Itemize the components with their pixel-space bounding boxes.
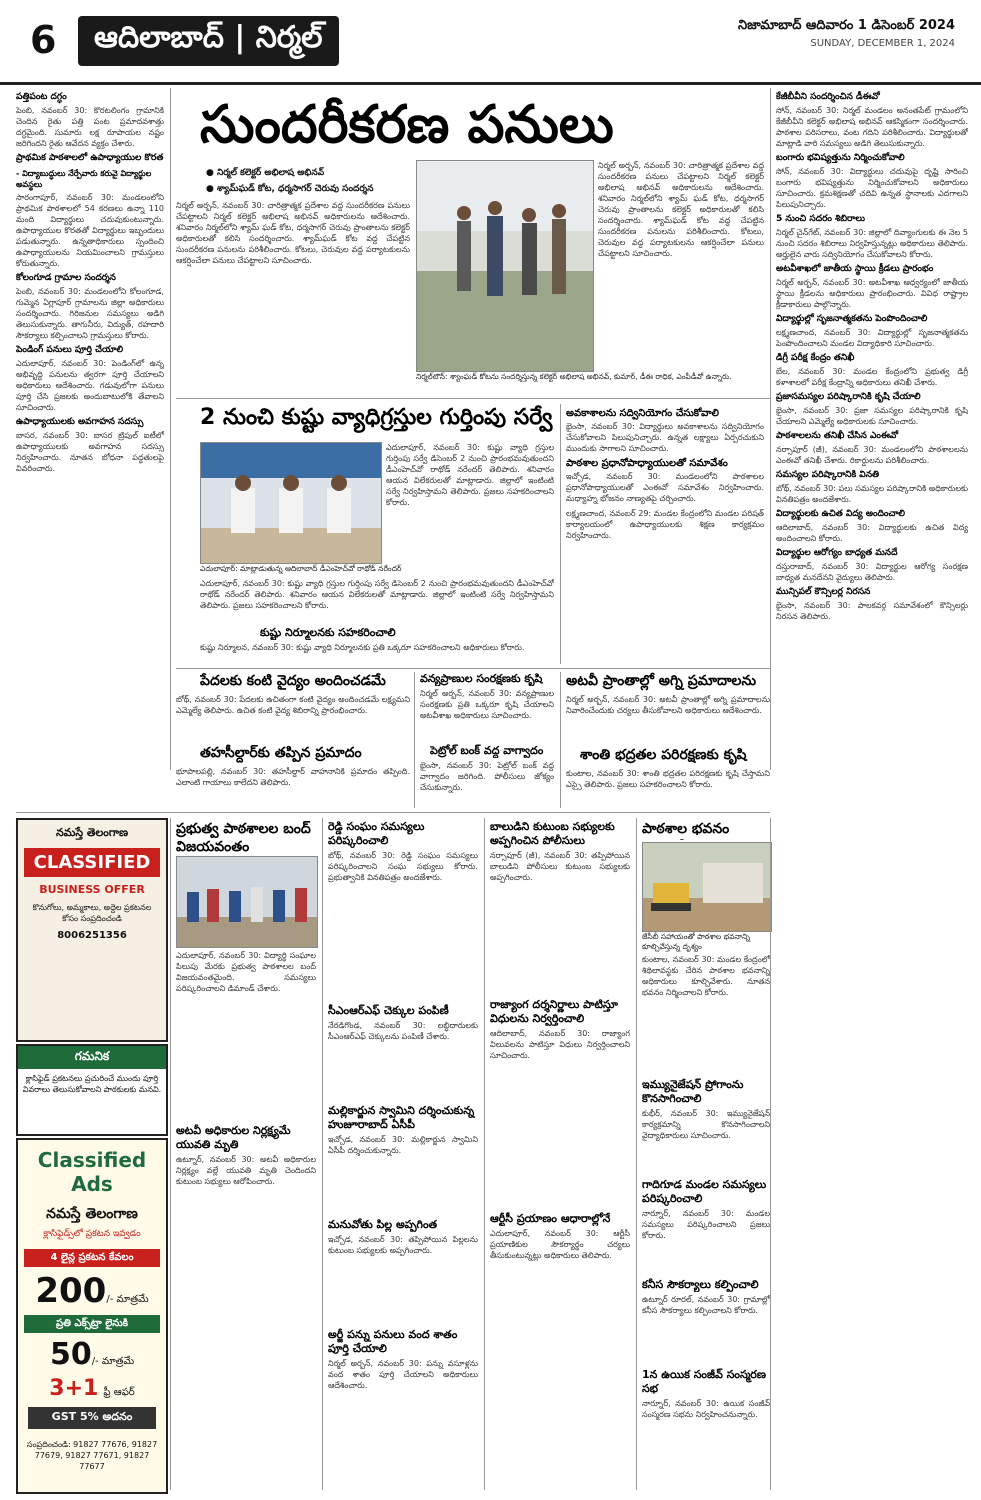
article-body: బాసర, నవంబర్ 30: బాసర ట్రిపుల్ ఐటీలో ఉపాధ్యాయులకు అవగాహన సదస్సు నిర్వహించారు. నూతన బోధనా పద్ధతులపై వివరించారు. (16, 431, 164, 473)
promo-brand: నమస్తే తెలంగాణ (46, 1206, 138, 1222)
article-body: నిర్మల్ చైన్‌గేట్, నవంబర్ 30: జిల్లాలో దివ్యాంగులకు ఈ నెల 5 నుంచి సదరం శిబిరాలు నిర్వహిస్తున్నట్లు అధికారులు తెలిపారు. అర్హులైన వారు సద్వినియోగం చేసుకోవాలని కోరారు. (776, 228, 968, 259)
article-body-block (566, 768, 770, 806)
article-kicker: కోలంగూడ గ్రామాల సందర్శన (16, 273, 116, 283)
second-article-photo (200, 442, 382, 564)
article-body: ఎదులాపూర్, నవంబర్ 30: విద్యార్థి సంఘాల పిలుపు మేరకు ప్రభుత్వ పాఠశాలల బంద్ విజయవంతమైంది. సమస్యలు పరిష్కరించాలని డిమాండ్ చేశారు. (176, 951, 316, 993)
article-kicker: పత్తిపంట దగ్ధం (16, 92, 67, 102)
article-body: భైంసా, నవంబర్ 30: విద్యార్థులు అవకాశాలను సద్వినియోగం చేసుకోవాలని పిలుపునిచ్చారు. ఉన్నత లక్ష్యాలు ఏర్పరచుకుని ముందుకు సాగాలని సూచించారు. (566, 422, 764, 453)
article-kicker: 5 నుంచి సదరం శిబిరాలు (776, 214, 865, 224)
article-kicker: పెండింగ్ పనులు పూర్తి చేయాలి (16, 345, 124, 355)
article-body: ఇచ్చోడ, నవంబర్ 30: మండలంలోని పాఠశాలల ప్రధానోపాధ్యాయులతో ఎంఈవో సమావేశం నిర్వహించారు. మధ్యాహ్న భోజనం నాణ్యతపై చర్చించారు. (566, 472, 764, 503)
headline-bullet: ● శ్యామ్‌ఘడ్ కోట, ధర్మసాగర్ చెరువు సందర్శన (206, 184, 374, 194)
article-body: ఎదులాపూర్, నవంబర్ 30: కుష్టు వ్యాధి గ్రస్తుల గుర్తింపు సర్వే డిసెంబర్ 2 నుంచి ప్రారంభమవుతుందని డీఎంహెచ్‌వో రాథోడ్ నరేందర్ తెలిపారు. శనివారం ఆయన విలేకరులతో మాట్లాడారు. జిల్లాలో ఇంటింటి సర్వే నిర్వహిస్తామని తెలిపారు. ప్రజలు సహకరించాలని కోరారు. (200, 579, 554, 610)
right-column (776, 88, 968, 1488)
article-body-block (328, 1134, 478, 1214)
article-headline: పాఠశాల భవనం (642, 821, 730, 837)
notice-title: గమనిక (18, 1046, 166, 1069)
article-body: నర్సాపూర్ (జీ), నవంబర్ 30: మండలంలోని పాఠశాలలను ఎంఈవో తనిఖీ చేశారు. రికార్డులను పరిశీలించారు. (776, 445, 968, 465)
article-body-block (328, 1358, 478, 1488)
article-body-block (490, 850, 630, 994)
article-body: పెంబి, నవంబర్ 30: కొరటలింగం గ్రామానికి చెందిన రైతు పత్తి పంట ప్రమాదవశాత్తు దగ్ధమైంది. సుమారు లక్ష రూపాయల నష్టం జరిగిందని రైతు ఆవేదన వ్యక్తం చేశారు. (16, 106, 164, 148)
classified-ad-banner (16, 818, 168, 1042)
article-body: కుంటాల, నవంబర్ 30: మండల కేంద్రంలో శిథిలావస్థకు చేరిన పాఠశాల భవనాన్ని అధికారులు కూల్చివేశారు. నూతన భవనం నిర్మించాలని కోరారు. (642, 955, 770, 997)
article-body: ఉట్నూర్, నవంబర్ 30: అటవీ అధికారుల నిర్లక్ష్యం వల్లే యువతి మృతి చెందిందని కుటుంబ సభ్యులు ఆరోపించారు. (176, 1155, 316, 1186)
article-body: ఎదులాపూర్, నవంబర్ 30: ఆర్టీసీ ప్రయాణికుల సౌకర్యార్థం చర్యలు తీసుకుంటున్నట్లు అధికారులు తెలిపారు. (490, 1229, 630, 1260)
article-body-block (176, 950, 316, 1120)
article-headline: తహసీల్దార్‌కు తప్పిన ప్రమాదం (200, 745, 362, 761)
article-body-block (642, 1398, 770, 1488)
second-article-continued (200, 578, 554, 622)
notice-text: క్లాసిఫైడ్ ప్రకటనలు ప్రచురించే ముందు పూర్తి వివరాలు తెలుసుకోవాలని పాఠకులకు మనవి. (22, 1074, 162, 1094)
promo-title: Classified Ads (37, 1148, 147, 1196)
article-headline: వన్యప్రాణుల సంరక్షణకు కృషి (420, 672, 543, 685)
article-body: బోథ్, నవంబర్ 30: పేదలకు ఉచితంగా కంటి వైద్యం అందించడమే లక్ష్యమని ఎమ్మెల్యే తెలిపారు. ఉచిత కంటి వైద్య శిబిరాన్ని ప్రారంభించారు. (176, 695, 410, 715)
article-body: సోన్, నవంబర్ 30: నిర్మల్ మండలం అనంతపేట్ గ్రామంలోని కేజీబీవీని కలెక్టర్ అభిలాష అభినవ్ ఆకస్మికంగా సందర్శించారు. పాఠశాల పరిసరాలు, వంట గదిని పరిశీలించారు. విద్యార్థులతో మాట్లాడి వారి సమస్యలు అడిగి తెలుసుకున్నారు. (776, 106, 968, 148)
article-body-block (328, 1234, 478, 1324)
article-body-block (642, 1208, 770, 1274)
header-date-telugu: నిజామాబాద్ ఆదివారం 1 డిసెంబర్ 2024 (738, 18, 955, 33)
article-body: ఆదిలాబాద్, నవంబర్ 30: రాజ్యాంగ విలువలను పాటిస్తూ విధులు నిర్వర్తించాలని సూచించారు. (490, 1029, 630, 1060)
article-kicker: విద్యార్థుల్లో సృజనాత్మకతను పెంపొందించాలి (776, 314, 928, 324)
article-body-block (420, 760, 554, 806)
demolition-photo-caption: జేసీబీ సహాయంతో పాఠశాల భవనాన్ని కూల్చివేస్తున్న దృశ్యం (642, 932, 750, 951)
left-column (16, 88, 164, 770)
article-body-block (176, 694, 410, 742)
school-bandh-photo (176, 856, 318, 948)
article-kicker: విద్యార్థుల ఆరోగ్యం బాధ్యత మనదే (776, 548, 898, 558)
sub-article-body (200, 642, 554, 662)
article-headline: శాంతి భద్రతల పరిరక్షణకు కృషి (580, 747, 747, 763)
article-headline: ప్రభుత్వ పాఠశాలల బంద్ విజయవంతం (176, 821, 311, 854)
page-header (0, 0, 981, 85)
sub-headline: కుష్టు నిర్మూలనకు సహకరించాలి (260, 626, 396, 639)
article-headline: అటవీ ప్రాంతాల్లో అగ్ని ప్రమాదాలను (566, 673, 757, 689)
article-headline: మల్లికార్జున స్వామిని దర్శించుకున్న హుజూరాబాద్ ఏసీపీ (328, 1104, 475, 1131)
article-headline: అర్జీ పన్ను పనులు వంద శాతం పూర్తి చేయాలి (328, 1328, 458, 1355)
ad-text: కొనుగోలు, అమ్మకాలు, అద్దెల ప్రకటనల కోసం సంప్రదించండి (32, 903, 152, 923)
article-body: బోథ్, నవంబర్ 30: పలు సమస్యల పరిష్కారానికి అధికారులకు వినతిపత్రం అందజేశారు. (776, 484, 968, 504)
article-headline: పెట్రోల్ బంక్ వద్ద వాగ్వాదం (430, 744, 544, 757)
promo-contact: సంప్రదించండి: 91827 77676, 91827 77679, 91827 77671, 91827 77677 (26, 1440, 158, 1471)
classified-ads-promo (16, 1138, 168, 1494)
article-body: కుంటాల, నవంబర్ 30: శాంతి భద్రతల పరిరక్షణకు కృషి చేస్తామని ఎస్సై తెలిపారు. ప్రజలు సహకరించాలని కోరారు. (566, 769, 770, 789)
article-body: ఉట్నూర్ రూరల్, నవంబర్ 30: గ్రామాల్లో కనీస సౌకర్యాలు కల్పించాలని కోరారు. (642, 1295, 770, 1315)
promo-extra-line: ప్రతి ఎక్స్‌ట్రా లైనుకి (24, 1315, 160, 1333)
article-body-block (176, 766, 410, 806)
article-kicker: డిగ్రీ పరీక్ష కేంద్రం తనిఖీ (776, 353, 855, 363)
article-subkicker: - విద్యాబుద్ధులు నేర్పేవారు కరువై విద్యార్థుల అవస్థలు (16, 169, 152, 189)
article-body: భైంసా, నవంబర్ 30: ప్రజా సమస్యల పరిష్కారానికి కృషి చేయాలని ఎమ్మెల్యే అధికారులకు సూచించారు. (776, 406, 968, 426)
building-demolition-photo (642, 842, 772, 932)
article-body: లక్ష్మణచాంద, నవంబర్ 29: మండల కేంద్రంలోని మండల పరిషత్ కార్యాలయంలో ఉపాధ్యాయులకు శిక్షణ కార్యక్రమం నిర్వహించారు. (566, 509, 764, 540)
headline-bullet: ● నిర్మల్ కలెక్టర్ అభిలాష అభినవ్ (206, 168, 325, 178)
article-body: భైంసా, నవంబర్ 30: పెట్రోల్ బంక్ వద్ద వాగ్వాదం జరిగింది. పోలీసులు జోక్యం చేసుకున్నారు. (420, 761, 554, 792)
article-body: ఇచ్చోడ, నవంబర్ 30: మల్లికార్జున స్వామిని ఏసీపీ దర్శించుకున్నారు. (328, 1135, 478, 1155)
article-body: భూపాలపల్లి, నవంబర్ 30: తహసీల్దార్ వాహనానికి ప్రమాదం తప్పింది. ఎలాంటి గాయాలు కాలేదని తెలిపారు. (176, 767, 410, 787)
article-body: బోథ్, నవంబర్ 30: రెడ్డి సంఘం సమస్యలు పరిష్కరించాలని సంఘ సభ్యులు కోరారు. ప్రభుత్వానికి వినతిపత్రం అందజేశారు. (328, 851, 478, 882)
article-body-block (490, 1228, 630, 1488)
middle-right-column (566, 404, 764, 664)
article-headline: అటవీ అధికారుల నిర్లక్ష్యమే యువతి మృతి (176, 1124, 291, 1151)
article-kicker: విద్యార్థులకు ఉచిత విద్య అందించాలి (776, 509, 906, 519)
article-headline: పేదలకు కంటి వైద్యం అందించడమే (200, 673, 386, 689)
ad-phone: 8006251356 (57, 930, 127, 941)
article-headline: మనువోతు పిల్ల అప్పగింత (328, 1218, 438, 1231)
article-body: కుష్టు నిర్మూలన, నవంబర్ 30: కుష్టు వ్యాధి నిర్మూలనకు ప్రతి ఒక్కరూ సహకరించాలని అధికారులు కోరారు. (200, 643, 525, 652)
promo-offer: 3+1 (49, 1376, 99, 1401)
article-kicker: ప్రజాసమస్యల పరిష్కారానికి కృషి చేయాలి (776, 392, 921, 402)
article-body: నిర్మల్ అర్బన్, నవంబర్ 30: వన్యప్రాణుల సంరక్షణకు ప్రతి ఒక్కరూ కృషి చేయాలని అటవీశాఖ అధికారులు సూచించారు. (420, 689, 554, 720)
article-kicker: పాఠశాల ప్రధానోపాధ్యాయులతో సమావేశం (566, 458, 728, 469)
article-body-block (176, 1154, 316, 1488)
article-headline: సీఎంఆర్ఎఫ్ చెక్కుల పంపిణీ (328, 1004, 449, 1017)
main-photo-caption: నిర్మల్‌టౌన్‌: శ్యాంఘడ్ కోటను సందర్శిస్తున్న కలెక్టర్ అభిలాష అభినవ్, కుమార్, డీఈ రాధిక, ఎంపీడీవో ఉన్నారు. (416, 372, 732, 381)
main-article-photo (416, 160, 594, 372)
article-body: దస్తురాబాద్, నవంబర్ 30: విద్యార్థుల ఆరోగ్య సంరక్షణ బాధ్యత మనదేనని వైద్యులు తెలిపారు. (776, 562, 968, 582)
ad-subtitle: BUSINESS OFFER (39, 883, 145, 896)
article-body-block (642, 1108, 770, 1174)
promo-price-extra: 50 (49, 1337, 92, 1372)
article-body-block (642, 1294, 770, 1364)
article-body: పెంబి, నవంబర్ 30: మండలంలోని కోలంగూడ, గుమ్మెన ఏగ్లాపూర్ గ్రామాలను జిల్లా అధికారులు సందర్శించారు. గిరిజనుల సమస్యలు అడిగి తెలుసుకున్నారు. తాగునీరు, విద్యుత్, రహదారి సౌకర్యాలు కల్పించాలని గ్రామస్తులు కోరారు. (16, 287, 164, 340)
article-body: ఆదిలాబాద్, నవంబర్ 30: విద్యార్థులకు ఉచిత విద్య అందించాలని కోరారు. (776, 523, 968, 543)
header-date-english: SUNDAY, DECEMBER 1, 2024 (810, 38, 955, 49)
promo-sub: క్లాసిఫైడ్స్‌లో ప్రకటన ఇవ్వడం (43, 1229, 141, 1239)
second-headline: 2 నుంచి కుష్టు వ్యాధిగ్రస్తుల గుర్తింపు సర్వే (200, 405, 553, 430)
page-number: 6 (30, 18, 57, 62)
article-headline: కనీస సౌకర్యాలు కల్పించాలి (642, 1278, 759, 1291)
article-headline: ఇమ్యునైజేషన్ ప్రోగాంను కొనసాగించాలి (642, 1078, 744, 1105)
article-body: నిర్మల్ అర్బన్, నవంబర్ 30: పన్ను వసూళ్లను వంద శాతం పూర్తి చేయాలని అధికారులు ఆదేశించారు. (328, 1359, 478, 1390)
article-body: లక్ష్మణచాంద, నవంబర్ 30: విద్యార్థుల్లో సృజనాత్మకతను పెంపొందించాలని మండల విద్యాధికారి సూచించారు. (776, 328, 968, 348)
article-body: నిర్మల్ అర్బన్, నవంబర్ 30: అటవీ ప్రాంతాల్లో అగ్ని ప్రమాదాలను నివారించేందుకు చర్యలు తీసుకోవాలని అధికారులు ఆదేశించారు. (566, 695, 770, 715)
article-body: నిర్మల్ అర్బన్, నవంబర్ 30: చారిత్రాత్మక ప్రదేశాల వద్ద సుందరీకరణ పనులు చేపట్టాలని నిర్మల్ కలెక్టర్ అభిలాష అభినవ్ అధికారులను ఆదేశించారు. శనివారం నిర్మల్‌లోని శ్యామ్ ఘడ్ కోట, ధర్మసాగర్ చెరువు ప్రాంతాలను కలెక్టర్ అధికారులతో కలిసి సందర్శించారు. శ్యామ్‌ఘడ్ కోట వద్ద చేపట్టిన సుందరీకరణ పనులను పరిశీలించారు. కోటలు, చెరువుల వద్ద పర్యాటకులను ఆకర్షించేలా పనులు చేపట్టాలని సూచించారు. (176, 201, 410, 265)
ad-brand: నమస్తే తెలంగాణ (55, 826, 129, 839)
article-headline: 1న ఉయిక సంజీవ్ సంస్మరణ సభ (642, 1368, 766, 1395)
article-body-block (566, 694, 770, 742)
promo-line: 4 లైన్ల ప్రకటన కేవలం (24, 1249, 160, 1267)
article-kicker: పాఠశాలలను తనిఖీ చేసిన ఎంఈవో (776, 431, 899, 441)
article-kicker: అవకాశాలను సద్వినియోగం చేసుకోవాలి (566, 408, 719, 419)
main-article-body (176, 200, 410, 410)
article-headline: బాలుడిని కుటుంబ సభ్యులకు అప్పగించిన పోలీసులు (490, 820, 615, 847)
article-headline: ఆర్టీసీ ప్రయాణం ఆధారాల్లోనే (490, 1212, 611, 1225)
article-body: నేరడిగొండ, నవంబర్ 30: లబ్ధిదారులకు సీఎంఆర్ఎఫ్ చెక్కులను పంపిణీ చేశారు. (328, 1021, 478, 1041)
article-body: సోన్, నవంబర్ 30: విద్యార్థులు చదువుపై దృష్టి సారించి బంగారు భవిష్యత్తును నిర్మించుకోవాలని అధికారులు సూచించారు. క్రమశిక్షణతో చదివి ఉన్నత స్థానాలకు ఎదగాలని పిలుపునిచ్చారు. (776, 167, 968, 209)
article-body: ఇచ్చోడ, నవంబర్ 30: తప్పిపోయిన పిల్లలను కుటుంబ సభ్యులకు అప్పగించారు. (328, 1235, 478, 1255)
article-kicker: కేజీబీవీని సందర్శించిన డీఈవో (776, 92, 880, 102)
article-kicker: మున్సిపల్ కౌన్సిలర్ల నిరసన (776, 587, 871, 597)
second-article-body (386, 442, 554, 562)
article-body: నిర్మల్ అర్బన్, నవంబర్ 30: అటవీశాఖ ఆధ్వర్యంలో జాతీయ స్థాయి క్రీడలను అధికారులు ప్రారంభించారు. వివిధ రాష్ట్రాల క్రీడాకారులు పాల్గొన్నారు. (776, 278, 968, 309)
article-body: భైంసా, నవంబర్ 30: పాలకవర్గ సమావేశంలో కౌన్సిలర్లు నిరసన తెలిపారు. (776, 601, 968, 621)
article-headline: రాజ్యాంగ దర్శనిర్ణాలు పాటిస్తూ విధులను నిర్వర్తించాలి (490, 998, 619, 1025)
ad-title: CLASSIFIED (24, 848, 160, 877)
article-kicker: ఉపాధ్యాయులకు అవగాహన సదస్సు (16, 417, 144, 427)
promo-price-unit: /- మాత్రమే (91, 1356, 135, 1367)
promo-price-main: 200 (35, 1271, 107, 1311)
article-kicker: బంగారు భవిష్యత్తును నిర్మించుకోవాలి (776, 153, 905, 163)
article-body-block (490, 1028, 630, 1208)
promo-price-unit: /- మాత్రమే (106, 1294, 149, 1305)
notice-box (16, 1044, 168, 1136)
article-body: సారంగాపూర్, నవంబర్ 30: మండలంలోని ప్రాథమిక పాఠశాలలో 54 కరణలు ఉన్నా 110 మంది విద్యార్థులు చదువుకుంటున్నారు. ఉపాధ్యాయుల కొరతతో విద్యార్థులు ఇబ్బందులు పడుతున్నారు. ఉన్నతాధికారులు స్పందించి ఉపాధ్యాయులను నియమించాలని గ్రామస్తులు కోరుతున్నారు. (16, 193, 164, 268)
article-kicker: ప్రాథమిక పాఠశాలలో ఉపాధ్యాయుల కొరత (16, 153, 164, 163)
article-body: నిర్మల్ అర్బన్, నవంబర్ 30: చారిత్రాత్మక ప్రదేశాల వద్ద సుందరీకరణ పనులు చేపట్టాలని నిర్మల్ కలెక్టర్ అభిలాష అభినవ్ అధికారులను ఆదేశించారు. శనివారం నిర్మల్‌లోని శ్యామ్ ఘడ్ కోట, ధర్మసాగర్ చెరువు ప్రాంతాలను కలెక్టర్ అధికారులతో కలిసి సందర్శించారు. శ్యామ్‌ఘడ్ కోట వద్ద చేపట్టిన సుందరీకరణ పనులను పరిశీలించారు. కోటలు, చెరువుల వద్ద పర్యాటకులను ఆకర్షించేలా పనులు చేపట్టాలని సూచించారు. (598, 161, 764, 258)
article-body-block (420, 688, 554, 744)
article-body-block (642, 954, 770, 1074)
article-body: కుభీర్, నవంబర్ 30: ఇమ్యునైజేషన్ కార్యక్రమాన్ని కొనసాగించాలని వైద్యాధికారులు సూచించారు. (642, 1109, 770, 1140)
article-body-block (328, 850, 478, 1000)
article-kicker: అటవీశాఖలో జాతీయ స్థాయి క్రీడలు ప్రారంభం (776, 264, 934, 274)
article-body-block (328, 1020, 478, 1100)
section-title: ఆదిలాబాద్ | నిర్మల్ (78, 16, 339, 66)
article-body: ఎదులాపూర్, నవంబర్ 30: పెండింగ్‌లో ఉన్న అభివృద్ధి పనులను త్వరగా పూర్తి చేయాలని అధికారులు ఆదేశించారు. గడువులోగా పనులు పూర్తి చేసి ప్రజలకు అందుబాటులోకి తేవాలని సూచించారు. (16, 359, 164, 412)
article-body: ఎదులాపూర్, నవంబర్ 30: కుష్టు వ్యాధి గ్రస్తుల గుర్తింపు సర్వే డిసెంబర్ 2 నుంచి ప్రారంభమవుతుందని డీఎంహెచ్‌వో రాథోడ్ నరేందర్ తెలిపారు. శనివారం ఆయన విలేకరులతో మాట్లాడారు. జిల్లాలో ఇంటింటి సర్వే నిర్వహిస్తామని తెలిపారు. ప్రజలు సహకరించాలని కోరారు. (386, 443, 554, 507)
article-body: నార్నూర్, నవంబర్ 30: మండల సమస్యలు పరిష్కరించాలని ప్రజలు కోరారు. (642, 1209, 770, 1240)
article-kicker: సమస్యల పరిష్కారానికి వినతి (776, 470, 880, 480)
promo-gst: GST 5% అదనం (28, 1407, 156, 1429)
article-headline: గాదిగూడ మండల సమస్యలు పరిష్కరించాలి (642, 1178, 767, 1205)
article-headline: రెడ్డి సంఘం సమస్యలు పరిష్కరించాలి (328, 820, 425, 847)
article-body: నర్సాపూర్ (జీ), నవంబర్ 30: తప్పిపోయిన బాలుడిని పోలీసులు కుటుంబ సభ్యులకు అప్పగించారు. (490, 851, 630, 882)
main-article-continued (598, 160, 764, 368)
promo-offer-text: ఫ్రీ ఆఫర్ (103, 1387, 135, 1398)
second-photo-caption: ఎదులాపూర్‌: మాట్లాడుతున్న ఆదిలాబాద్ డీఎంహెచ్‌వో రాథోడ్ నరేందర్ (200, 564, 402, 573)
main-headline: సుందరీకరణ పనులు (200, 95, 614, 155)
article-body: బేల, నవంబర్ 30: మండల కేంద్రంలోని ప్రభుత్వ డిగ్రీ కళాశాలలో పరీక్ష కేంద్రాన్ని అధికారులు తనిఖీ చేశారు. (776, 367, 968, 387)
article-body: నార్నూర్, నవంబర్ 30: ఉయిక సంజీవ్ సంస్మరణ సభను నిర్వహించనున్నారు. (642, 1399, 770, 1419)
